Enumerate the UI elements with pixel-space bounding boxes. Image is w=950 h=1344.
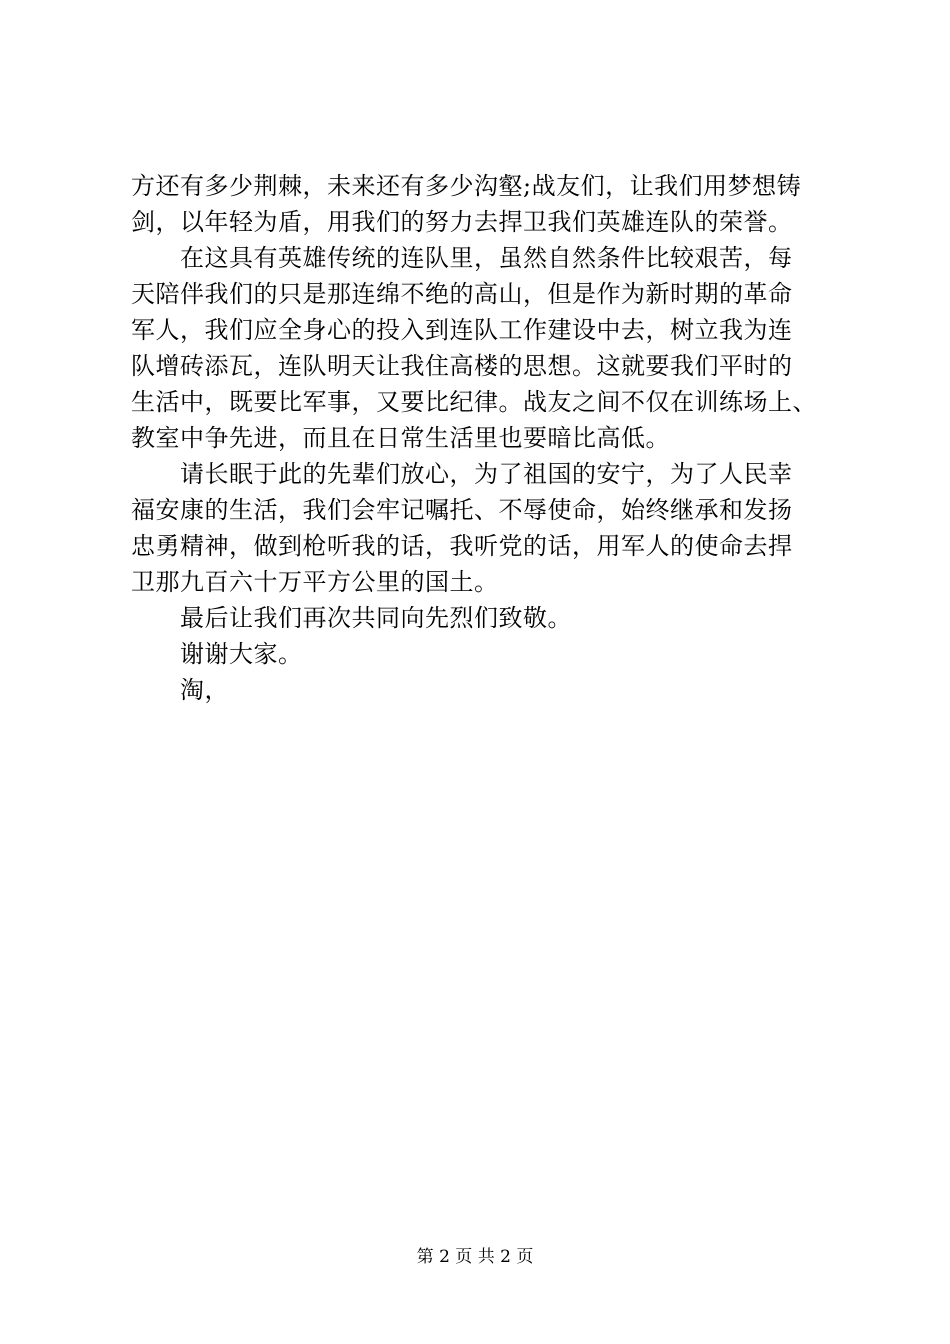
text-line: 队增砖添瓦，连队明天让我住高楼的思想。这就要我们平时的	[131, 352, 793, 380]
paragraph-first-line: 谢谢大家。	[180, 640, 303, 668]
text-line: 福安康的生活，我们会牢记嘱托、不辱使命，始终继承和发扬	[131, 496, 793, 524]
text-line: 军人，我们应全身心的投入到连队工作建设中去，树立我为连	[131, 316, 793, 344]
text-line: 天陪伴我们的只是那连绵不绝的高山，但是作为新时期的革命	[131, 280, 793, 308]
text-line: 生活中，既要比军事，又要比纪律。战友之间不仅在训练场上、	[131, 388, 817, 416]
text-line: 忠勇精神，做到枪听我的话，我听党的话，用军人的使命去捍	[131, 532, 793, 560]
paragraph-first-line: 淘，	[180, 676, 229, 704]
paragraph-first-line: 在这具有英雄传统的连队里，虽然自然条件比较艰苦，每	[180, 244, 793, 272]
paragraph-first-line: 最后让我们再次共同向先烈们致敬。	[180, 604, 572, 632]
paragraph-first-line: 请长眠于此的先辈们放心，为了祖国的安宁，为了人民幸	[180, 460, 793, 488]
text-line: 卫那九百六十万平方公里的国土。	[131, 568, 499, 596]
text-line: 教室中争先进，而且在日常生活里也要暗比高低。	[131, 424, 670, 452]
text-line: 剑，以年轻为盾，用我们的努力去捍卫我们英雄连队的荣誉。	[131, 208, 793, 236]
page-number-footer: 第 2 页 共 2 页	[416, 1247, 534, 1267]
text-line: 方还有多少荆棘，未来还有多少沟壑;战友们，让我们用梦想铸	[131, 172, 802, 200]
